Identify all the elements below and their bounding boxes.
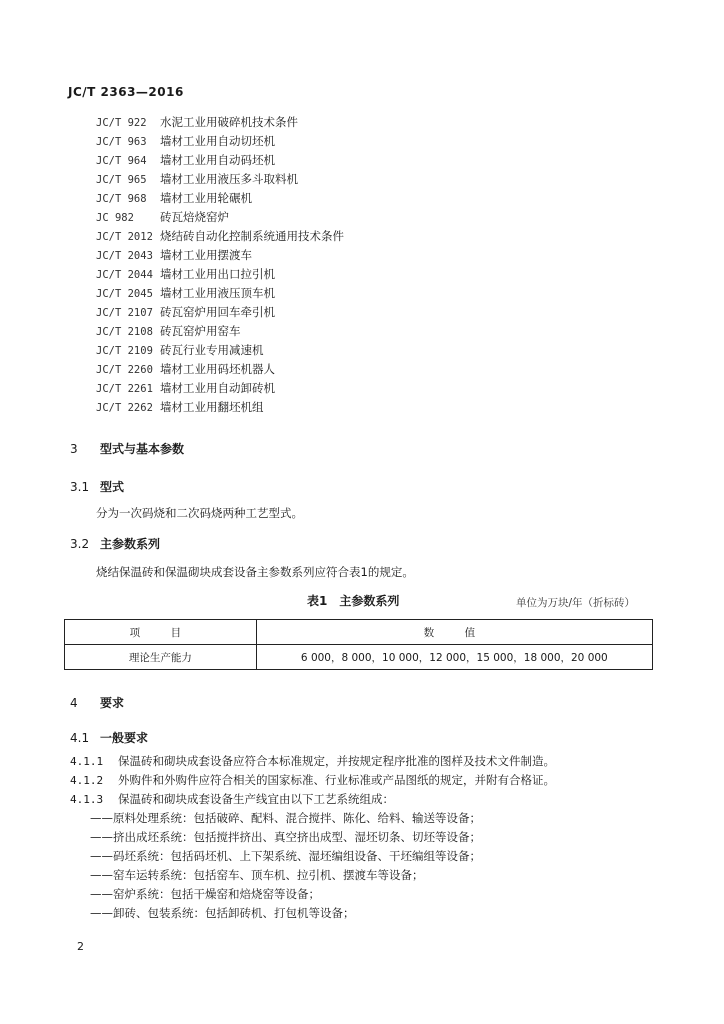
list-item: ——码坯系统：包括码坯机、上下架系统、湿坯编组设备、干坯编组等设备；: [90, 849, 481, 863]
table-header-row: [65, 620, 653, 645]
table-cell-label: 理论生产能力: [65, 645, 257, 670]
section-3-heading: [70, 440, 184, 457]
reference-code: JC/T 2108: [96, 326, 153, 338]
reference-code: JC/T 968: [96, 193, 147, 205]
reference-item: [96, 246, 344, 265]
reference-title: 砖瓦窑炉用窑车: [160, 324, 241, 338]
reference-item: [96, 322, 344, 341]
reference-code: JC/T 2260: [96, 364, 153, 376]
reference-item: [96, 398, 344, 417]
reference-title: 墙材工业用出口拉引机: [160, 267, 275, 281]
reference-item: [96, 284, 344, 303]
reference-code: JC/T 2261: [96, 383, 153, 395]
reference-item: [96, 151, 344, 170]
list-item: ——卸砖、包装系统：包括卸砖机、打包机等设备；: [90, 906, 355, 920]
section-title: 要求: [100, 696, 125, 710]
reference-item: [96, 379, 344, 398]
reference-title: 墙材工业用码坯机器人: [160, 362, 275, 376]
normative-references-list: [96, 113, 344, 417]
reference-item: [96, 303, 344, 322]
reference-title: 砖瓦焙烧窑炉: [160, 210, 229, 224]
reference-item: [96, 208, 344, 227]
list-item: ——挤出成坯系统：包括搅拌挤出、真空挤出成型、湿坯切条、切坯等设备；: [90, 830, 481, 844]
section-title: 型式: [100, 480, 125, 494]
list-item: ——原料处理系统：包括破碎、配料、混合搅拌、陈化、给料、输送等设备；: [90, 811, 481, 825]
reference-code: JC/T 2109: [96, 345, 153, 357]
reference-code: JC/T 922: [96, 117, 147, 129]
reference-title: 砖瓦窑炉用回车牵引机: [160, 305, 275, 319]
section-number: 3.2: [70, 537, 90, 551]
section-title: 型式与基本参数: [100, 442, 185, 456]
section-number: 3: [70, 442, 78, 456]
table-header-value: 数 值: [256, 620, 652, 645]
table-cell-value: 6 000，8 000，10 000，12 000，15 000，18 000，20 000: [256, 645, 652, 670]
reference-title: 墙材工业用自动卸砖机: [160, 381, 275, 395]
list-item: ——窑炉系统：包括干燥窑和焙烧窑等设备；: [90, 887, 320, 901]
section-4-1-heading: [70, 729, 148, 746]
reference-item: [96, 360, 344, 379]
reference-title: 墙材工业用自动切坯机: [160, 134, 275, 148]
reference-code: JC/T 2012: [96, 231, 153, 243]
reference-code: JC/T 963: [96, 136, 147, 148]
requirement-number: 4.1.2: [70, 774, 104, 787]
list-item: ——窑车运转系统：包括窑车、顶车机、拉引机、摆渡车等设备；: [90, 868, 424, 882]
reference-code: JC 982: [96, 212, 134, 224]
reference-item: [96, 227, 344, 246]
reference-item: [96, 189, 344, 208]
reference-title: 墙材工业用翻坯机组: [160, 400, 264, 414]
reference-title: 墙材工业用自动码坯机: [160, 153, 275, 167]
section-4-heading: [70, 694, 124, 711]
requirement-number: 4.1.1: [70, 755, 104, 768]
process-systems-list: [90, 809, 481, 923]
reference-title: 墙材工业用摆渡车: [160, 248, 252, 262]
section-3-1-heading: [70, 478, 124, 495]
reference-code: JC/T 2043: [96, 250, 153, 262]
reference-code: JC/T 965: [96, 174, 147, 186]
reference-item: [96, 113, 344, 132]
section-3-1-text: 分为一次码烧和二次码烧两种工艺型式。: [96, 506, 303, 520]
requirement-text: 外购件和外购件应符合相关的国家标准、行业标准或产品图纸的规定，并附有合格证。: [118, 773, 555, 787]
reference-title: 墙材工业用液压多斗取料机: [160, 172, 298, 186]
table-caption: 表1 主参数系列: [307, 594, 400, 608]
table-unit-note: 单位为万块/年（折标砖）: [516, 597, 636, 609]
reference-title: 砖瓦行业专用减速机: [160, 343, 264, 357]
page-number: 2: [77, 940, 84, 953]
reference-title: 墙材工业用轮碾机: [160, 191, 252, 205]
standard-number-header: JC/T 2363—2016: [68, 85, 184, 99]
reference-title: 墙材工业用液压顶车机: [160, 286, 275, 300]
reference-title: 水泥工业用破碎机技术条件: [160, 115, 298, 129]
reference-code: JC/T 2262: [96, 402, 153, 414]
section-3-2-text: 烧结保温砖和保温砌块成套设备主参数系列应符合表1的规定。: [96, 565, 414, 579]
section-number: 3.1: [70, 480, 90, 494]
reference-code: JC/T 2045: [96, 288, 153, 300]
requirement-number: 4.1.3: [70, 793, 104, 806]
reference-item: [96, 341, 344, 360]
requirement-item: [70, 752, 555, 771]
table-row: [65, 645, 653, 670]
general-requirements-list: [70, 752, 555, 809]
requirement-text: 保温砖和砌块成套设备应符合本标准规定，并按规定程序批准的图样及技术文件制造。: [118, 754, 555, 768]
reference-item: [96, 132, 344, 151]
section-number: 4.1: [70, 731, 90, 745]
section-number: 4: [70, 696, 78, 710]
reference-code: JC/T 964: [96, 155, 147, 167]
reference-code: JC/T 2107: [96, 307, 153, 319]
reference-item: [96, 265, 344, 284]
section-title: 一般要求: [100, 731, 149, 745]
section-title: 主参数系列: [100, 537, 161, 551]
main-parameter-table: [64, 619, 653, 670]
reference-item: [96, 170, 344, 189]
requirement-text: 保温砖和砌块成套设备生产线宜由以下工艺系统组成：: [118, 792, 394, 806]
reference-title: 烧结砖自动化控制系统通用技术条件: [160, 229, 344, 243]
requirement-item: [70, 790, 555, 809]
reference-code: JC/T 2044: [96, 269, 153, 281]
table-header-item: 项 目: [65, 620, 257, 645]
requirement-item: [70, 771, 555, 790]
section-3-2-heading: [70, 535, 160, 552]
